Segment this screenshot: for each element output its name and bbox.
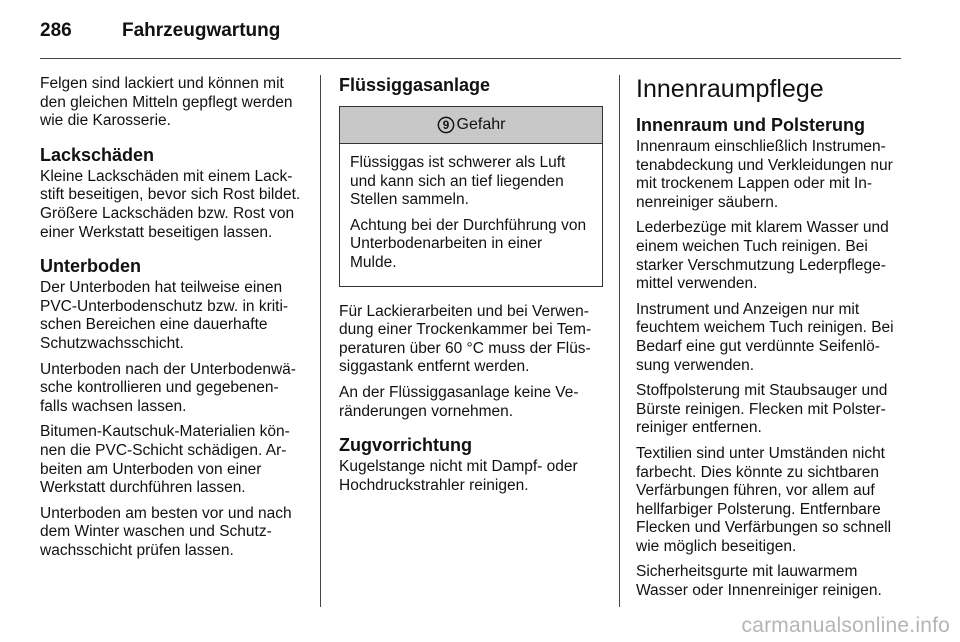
paragraph: Der Unterboden hat teilweise einen PVC-Unterbodenschutz bzw. in kriti- schen Bereichen eine dauerhafte Schutzwachsschicht. [40,279,289,352]
warning-title: Gefahr [456,115,506,133]
intro-paragraph: Felgen sind lackiert und können mit den gleichen Mitteln gepflegt werden wie die Karosserie. [40,75,293,130]
warning-body [340,144,602,286]
warning-paragraph: Flüssiggas ist schwerer als Luft und kann sich an tief liegenden Stellen sammeln. [350,154,566,209]
heading-lackschaeden: Lackschäden [40,144,155,165]
watermark: carmanualsonline.info [741,614,950,637]
page-number: 286 [40,20,72,41]
page-header [40,20,920,46]
paragraph: Unterboden nach der Unterbodenwä- sche kontrollieren und gegebenen- falls wachsen lassen. [40,360,296,415]
warning-paragraph: Achtung bei der Durchführung von Unterbodenarbeiten in einer Mulde. [350,216,587,271]
paragraph: Unterboden am besten vor und nach dem Winter waschen und Schutz- wachsschicht prüfen lassen. [40,504,292,559]
paragraph: Lederbezüge mit klarem Wasser und einem weichen Tuch reinigen. Bei starker Verschmutzung Lederpflege- mittel verwenden. [636,219,889,293]
section-title: Fahrzeugwartung [122,20,281,41]
warning-icon [437,116,455,134]
heading-zugvorrichtung: Zugvorrichtung [339,435,472,456]
column-divider [619,75,620,607]
paragraph: Kugelstange nicht mit Dampf- oder Hochdruckstrahler reinigen. [339,458,578,494]
chapter-title: Innenraumpflege [636,75,824,103]
paragraph: Stoffpolsterung mit Staubsauger und Bürste reinigen. Flecken mit Polster- reiniger entfernen. [636,382,888,437]
header-rule [40,58,901,59]
paragraph: Kleine Lackschäden mit einem Lack- stift beseitigen, bevor sich Rost bildet. Größere Lackschäden bzw. Rost von einer Werkstatt beseitigen lassen. [40,167,301,241]
warning-header [340,107,602,144]
column-right [636,75,904,608]
paragraph: Instrument und Anzeigen nur mit feuchtem weichem Tuch reinigen. Bei Bedarf eine gut verdünnte Seifenlö- sung verwenden. [636,300,894,374]
paragraph: Für Lackierarbeiten und bei Verwen- dung einer Trockenkammer bei Tem- peraturen über 60 °C muss der Flüs- siggastank entfernt werden. [339,302,592,376]
column-left [40,75,308,567]
paragraph: An der Flüssiggasanlage keine Ve- ränderungen vornehmen. [339,383,579,420]
svg-text:9: 9 [442,119,449,133]
warning-box [339,106,603,287]
paragraph: Sicherheitsgurte mit lauwarmem Wasser oder Innenreiniger reinigen. [636,563,882,600]
column-middle [339,75,603,502]
heading-innenraum-polsterung: Innenraum und Polsterung [636,115,866,135]
heading-fluessiggasanlage: Flüssiggasanlage [339,75,491,95]
paragraph: Innenraum einschließlich Instrumen- tenabdeckung und Verkleidungen nur mit trockenem Lappen oder mit In- nenreiniger säubern. [636,138,893,211]
column-divider [320,75,321,607]
paragraph: Textilien sind unter Umständen nicht farbecht. Dies könnte zu sichtbaren Verfärbungen führen, vor allem auf hellfarbiger Polsterung. Entfernbare Flecken und Verfärbungen so schnell wie möglich beseitigen. [636,444,892,555]
heading-unterboden: Unterboden [40,256,141,277]
paragraph: Bitumen-Kautschuk-Materialien kön- nen die PVC-Schicht schädigen. Ar- beiten am Unterboden von einer Werkstatt durchführen lassen. [40,423,290,497]
